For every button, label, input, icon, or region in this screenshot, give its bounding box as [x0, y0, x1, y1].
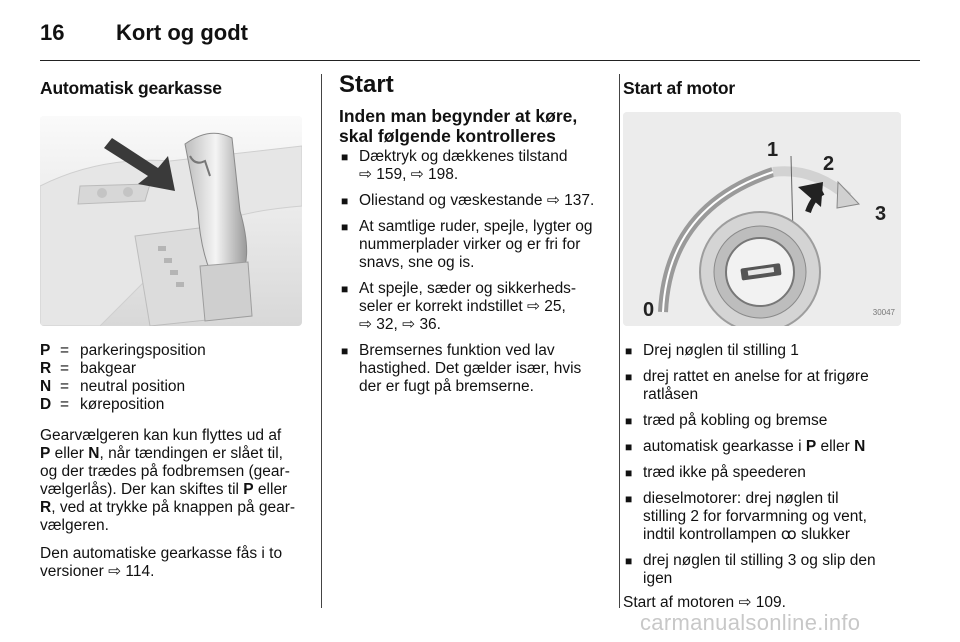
ignition-figure: [623, 112, 901, 326]
list-item: [339, 148, 603, 184]
gear-paragraph-2: [40, 545, 304, 581]
list-item: [339, 280, 603, 334]
list-item: [623, 368, 905, 404]
text-span: indtil kontrollampen: [643, 526, 781, 543]
column-divider-2: [619, 74, 620, 608]
legend-eq: =: [60, 378, 70, 395]
position-label-3: 3: [875, 203, 887, 225]
heading-line: Inden man begynder at køre,: [339, 106, 578, 126]
legend-row: [40, 342, 304, 360]
legend-key: N: [40, 378, 52, 395]
start-title: Start: [339, 71, 394, 98]
text-span: eller: [816, 438, 855, 455]
heading-line: skal følgende kontrolleres: [339, 126, 556, 146]
text-line: [643, 526, 905, 544]
text-span: vælgerlås). Der kan skiftes til: [40, 481, 244, 498]
gear-p: P: [805, 438, 817, 455]
text-line: træd på kobling og bremse: [643, 412, 828, 429]
position-label-2: 2: [823, 153, 835, 175]
text-line: At samtlige ruder, spejle, lygter og: [359, 218, 593, 235]
ignition-illustration: [623, 112, 901, 326]
text-line: træd ikke på speederen: [643, 464, 806, 481]
text-line: ⇨ 32, ⇨ 36.: [359, 316, 441, 333]
text-line: [40, 563, 304, 581]
engine-start-steps: [623, 342, 905, 588]
bullet-icon: ■: [625, 440, 633, 454]
text-line: At spejle, sæder og sikkerheds-: [359, 280, 577, 297]
page-ref-arrow-icon: ⇨: [108, 563, 122, 580]
text-span: eller: [253, 481, 288, 498]
legend-key: D: [40, 396, 52, 413]
text-span: slukker: [796, 526, 851, 543]
gear-n: N: [854, 438, 866, 455]
bullet-icon: ■: [625, 492, 633, 506]
legend-eq: =: [60, 342, 70, 359]
bullet-icon: ■: [341, 150, 349, 164]
bullet-icon: ■: [625, 554, 633, 568]
list-item: [339, 192, 603, 210]
bullet-icon: ■: [341, 220, 349, 234]
legend-row: [40, 378, 304, 396]
checklist-heading: [339, 106, 603, 146]
gear-selector-figure: [40, 116, 302, 326]
position-label-0: 0: [643, 299, 655, 321]
list-item: [623, 464, 905, 482]
engine-start-heading: Start af motor: [623, 78, 735, 98]
text-line: ratlåsen: [643, 386, 699, 403]
legend-key: P: [40, 342, 51, 359]
text-line: og der trædes på fodbremsen (gear-: [40, 463, 290, 480]
text-line: der er fugt på bremserne.: [359, 378, 534, 395]
chapter-title: Kort og godt: [116, 20, 248, 45]
text-line: Drej nøglen til stilling 1: [643, 342, 799, 359]
text-span: automatisk gearkasse i: [643, 438, 806, 455]
text-line: [643, 438, 905, 456]
legend-row: [40, 396, 304, 414]
text-span: versioner: [40, 563, 109, 580]
checklist: [339, 148, 603, 396]
left-column: [40, 76, 304, 581]
text-line: [40, 499, 304, 517]
text-span: , når tændingen er slået til,: [99, 445, 283, 462]
text-line: drej nøglen til stilling 3 og slip den: [643, 552, 876, 569]
list-item: [339, 342, 603, 396]
gear-paragraph-1: [40, 427, 304, 535]
column-divider-1: [321, 74, 322, 608]
bullet-icon: ■: [341, 344, 349, 358]
text-span: , ved at trykke på knappen på gear-: [51, 499, 296, 516]
legend-text: parkeringsposition: [80, 342, 206, 359]
text-line: Den automatiske gearkasse fås i to: [40, 545, 283, 562]
text-line: stilling 2 for forvarmning og vent,: [643, 508, 867, 525]
bullet-icon: ■: [625, 344, 633, 358]
legend-eq: =: [60, 396, 70, 413]
list-item: [623, 412, 905, 430]
text-line: Oliestand og væskestande ⇨ 137.: [359, 192, 595, 209]
text-line: [40, 481, 304, 499]
list-item: [623, 552, 905, 588]
text-line: [40, 445, 304, 463]
page-header: [40, 18, 920, 62]
bullet-icon: ■: [625, 466, 633, 480]
bullet-icon: ■: [341, 194, 349, 208]
legend-row: [40, 360, 304, 378]
text-line: dieselmotorer: drej nøglen til: [643, 490, 839, 507]
bullet-icon: ■: [341, 282, 349, 296]
list-item: [623, 342, 905, 360]
legend-eq: =: [60, 360, 70, 377]
text-line: igen: [643, 570, 673, 587]
list-item: [623, 438, 905, 456]
gearbox-heading: Automatisk gearkasse: [40, 78, 222, 98]
list-item: [623, 490, 905, 544]
gear-n: N: [88, 445, 100, 462]
position-label-1: 1: [767, 139, 779, 161]
legend-text: bakgear: [80, 360, 137, 377]
text-span: eller: [50, 445, 89, 462]
watermark: carmanualsonline.info: [640, 610, 861, 635]
text-span: 114.: [121, 563, 155, 580]
text-line: Bremsernes funktion ved lav: [359, 342, 555, 359]
gear-p: P: [243, 481, 254, 498]
text-line: snavs, sne og is.: [359, 254, 475, 271]
gear-selector-illustration: [40, 116, 302, 326]
legend-key: R: [40, 360, 52, 377]
figure-code: 30047: [872, 308, 895, 317]
text-line: drej rattet en anelse for at frigøre: [643, 368, 869, 385]
list-item: [339, 218, 603, 272]
page-number: 16: [40, 20, 65, 45]
header-rule: [40, 60, 920, 61]
engine-start-footer: Start af motoren ⇨ 109.: [623, 594, 786, 611]
gear-r: R: [40, 499, 52, 516]
text-line: Dæktryk og dækkenes tilstand: [359, 148, 568, 165]
text-line: nummerplader virker og er fri for: [359, 236, 581, 253]
text-line: ⇨ 159, ⇨ 198.: [359, 166, 459, 183]
bullet-icon: ■: [625, 414, 633, 428]
text-line: seler er korrekt indstillet ⇨ 25,: [359, 298, 566, 315]
gear-legend: [40, 342, 304, 414]
glow-plug-icon: ꝏ: [780, 526, 797, 543]
text-line: vælgeren.: [40, 517, 109, 534]
middle-column: [339, 71, 603, 404]
legend-text: køreposition: [80, 396, 165, 413]
bullet-icon: ■: [625, 370, 633, 384]
gear-p: P: [40, 445, 51, 462]
text-line: hastighed. Det gælder især, hvis: [359, 360, 582, 377]
text-line: Gearvælgeren kan kun flyttes ud af: [40, 427, 282, 444]
right-column: [623, 76, 905, 612]
legend-text: neutral position: [80, 378, 186, 395]
